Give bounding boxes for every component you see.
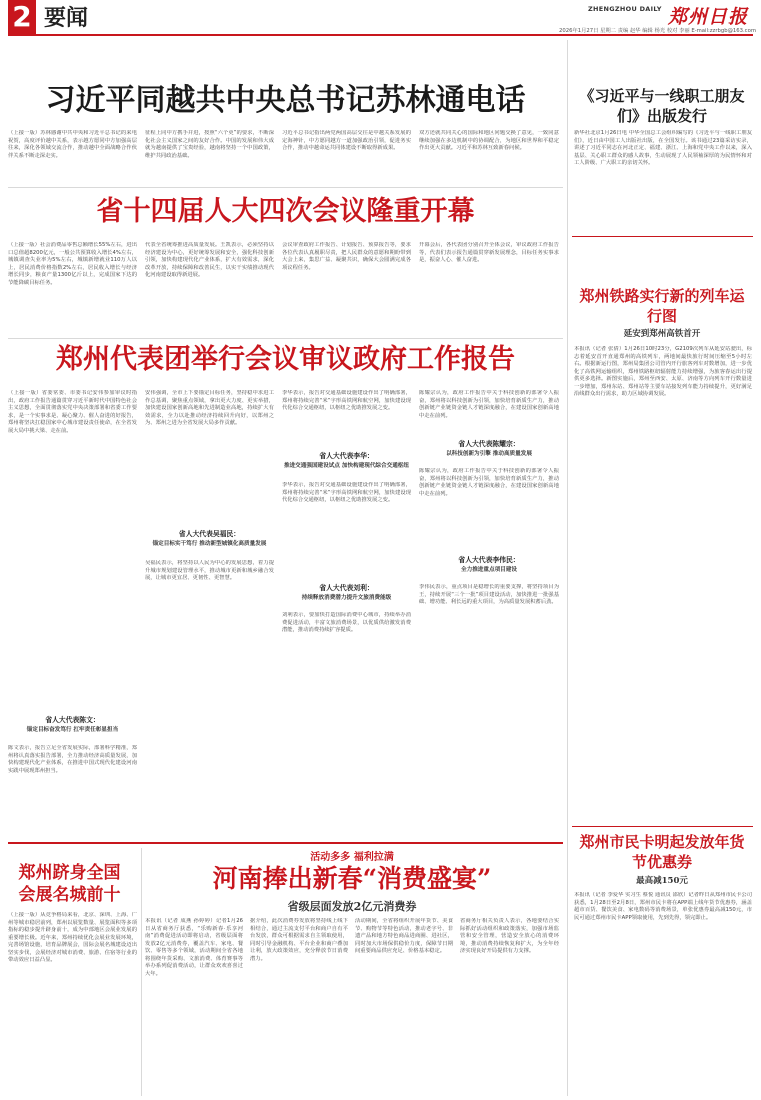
story5-col: 活动期间，全省将组织开展年货节、美食节、购物节等特色活动，推动老字号、非遗产品和地方特色商品进商圈、进社区，同时加大市场保供稳价力度，保障节日期间重要商品供应充足、价格基本稳定。 — [355, 918, 453, 954]
story5-kicker: 活动多多 福利拉满 — [310, 852, 394, 863]
sidebar-subsidy-headline: 郑州市民卡明起发放年货节优惠券 — [579, 833, 745, 871]
sidebar-subsidy-body: 本报讯（记者 李爱华 实习生 蔡悦 通讯员 邵欣）记者昨日从郑州市民卡公司获悉，1月28日至2月8日，郑州市民卡将在APP端上线年货节优惠券，涵盖超市百货、餐饮美食、家电数码等消费场景，单张优惠券最高减150元，市民可通过郑州市民卡APP领取使用，先到先得，领完即止。 — [574, 892, 752, 921]
divider-red — [572, 826, 753, 827]
divider — [8, 187, 563, 188]
subhead-title: 推进交通强国建设试点 加快构建现代综合交通枢纽 — [283, 463, 409, 469]
story3-col: 陈耀宗认为，政府工作报告中关于科技创新的部署令人振奋，郑州将以科技创新为引领，加快培育新质生产力，推动创新链产业链资金链人才链深度融合，在建设国家创新高地中走在前列。 — [419, 468, 559, 497]
story5-headline: 河南捧出新春“消费盛宴” — [212, 864, 492, 893]
subhead-name: 省人大代表刘利： — [319, 584, 374, 592]
story5-subhead: 省级层面发放2亿元消费券 — [287, 900, 417, 913]
story3-col: 李华表示，报告对交通基础设施建设作出了明确部署，郑州将持续完善“米”字形高铁网和航空网，加快建设现代化综合交通枢纽，以枢纽之优助推发展之变。 — [282, 390, 411, 411]
story2-col: 代表全省统筹推进高质量发展。王凯表示，必须坚持以经济建设为中心，更好统筹发展和安全，强化科技创新引领，加快构建现代化产业体系，扩大有效需求，深化改革开放，持续保障和改善民生，以实干实绩推动现代化河南建设取得新进展。 — [145, 242, 274, 278]
story3-col: 李伟民表示，重点项目是稳增长的重要支撑，将坚持项目为王，持续开展“三个一批”项目建设活动，加快推进一批强基础、增功能、利长远的重大项目，为高质量发展积蓄后劲。 — [419, 584, 559, 605]
story3-col: 刘利表示，要加快打造国际消费中心城市，持续举办消费促进活动，丰富文旅消费场景，以优质供给激发消费潜能，推动消费持续扩容提质。 — [282, 612, 411, 633]
sidebar-rail-headline: 郑州铁路实行新的列车运行图 — [579, 287, 745, 325]
story2-headline: 省十四届人大四次会议隆重开幕 — [96, 196, 475, 227]
story2-col: （上接一版）社会消费品零售总额增长55%左右，进出口总值超8200亿元，一般公共预算收入增长4%左右，城镇调查失业率为5%左右，城镇新增就业110万人以上，居民消费价格指数2%左右，居民收入增长与经济增长同步，粮食产量1300亿斤以上，完成国家下达的节能降碳目标任务。 — [8, 242, 137, 286]
section-title: 要闻 — [44, 5, 89, 31]
story5-col: 据介绍，此次消费券发放将坚持线上线下相结合，通过主流支付平台和商户自有平台发放，群众可根据需求自主领取使用，同时引导金融机构、平台企业和商户叠加让利，放大政策效应，充分释放节日消费潜力。 — [250, 918, 348, 962]
sidebar-rail-subhead: 延安到郑州高铁首开 — [623, 329, 701, 339]
story1-col: 征程上同中方携手并进，按照“六个更”的要求，不断深化社会主义国家之间的友好合作。中国的发展和伟大成就为越南提供了宝贵经验，越南将坚持一个中国政策，维护共同政治基础。 — [145, 130, 274, 159]
subhead-name: 省人大代表李华： — [319, 452, 374, 460]
subhead-name: 省人大代表李伟民： — [458, 556, 520, 564]
subhead-title: 以科技创新为引擎 推动高质量发展 — [446, 451, 532, 457]
story3-col: 陈耀宗认为，政府工作报告中关于科技创新的部署令人振奋，郑州将以科技创新为引领，加快培育新质生产力，推动创新链产业链资金链人才链深度融合，在建设国家创新高地中走在前列。 — [419, 390, 559, 419]
story1-col: （上接一版）苏林感谢中共中央和习近平总书记的来电祝贺，高度评价越中关系，表示越方愿同中方加强高层往来，深化各领域交流合作，推动越中全面战略合作伙伴关系不断走深走实。 — [8, 130, 137, 159]
subhead-title: 全力推进重点项目建设 — [461, 567, 517, 573]
story3-headline: 郑州代表团举行会议审议政府工作报告 — [56, 344, 515, 375]
sidebar-rail-body: 本报讯（记者 张倩）1月26日10时23分，G2109次列车从延安站驶出，标志着延安首开直通郑州的高铁列车，两地间最快旅行时间压缩至5小时左右。根据新运行图，郑州局集团公司管内开行旅客列车对数增加，进一步优化了高铁网运输组织，郑州铁路枢纽辐射能力持续增强，为旅客春运出行提供更多选择。新图实施后，郑州至西安、太原、济南等方向列车开行数量进一步增加，郑州东站、郑州站等主要车站接发列车能力持续提升，更好满足沿线群众出行需求，助力区域协调发展。 — [574, 346, 752, 397]
story1-col: 习近平总书记指出两党两国高层交往是中越关系发展的定海神针，中方愿同越方一道加强政治引领，促进务实合作，推动中越命运共同体建设不断取得新成果。 — [282, 130, 411, 151]
story5-col: 本报讯（记者 成燕 孙婷婷）记者1月26日从省商务厅获悉，“乐购新春·乐享河南”消费促进活动即将启动，省级层面将发放2亿元消费券，覆盖汽车、家电、餐饮、零售等多个领域，活动期间全省各地将围绕年货采购、文旅消费、体育赛事等举办系列促消费活动，让群众欢欢喜喜过大年。 — [145, 918, 243, 977]
subhead-name: 省人大代表陈文： — [45, 716, 100, 724]
vertical-divider — [141, 848, 142, 1096]
subhead-name: 省人大代表吴福民： — [178, 530, 241, 538]
dateline: 2026年1月27日 星期二 责编 赵华 编辑 杨光 校对 李丽 E-mail:zzrbgb@163.com — [558, 28, 756, 34]
story3-col: 安伟强调，全市上下要锚定目标任务，坚持稳中求进工作总基调，聚焦重点领域，拿出更大力度、更实举措，加快建设国家创新高地和先进制造业高地，持续扩大有效需求，全力以赴推动经济持续回升向好，以郑州之为、郑州之进为全省发展大局多作贡献。 — [145, 390, 274, 426]
subhead-name: 省人大代表陈耀宗： — [458, 440, 520, 448]
story3-col: （上接一版）省委常委、市委书记安伟参加审议时指出，政府工作报告通篇贯穿习近平新时代中国特色社会主义思想，全面贯彻落实党中央决策部署和省委工作要求，是一个实事求是、凝心聚力、催人奋进的好报告，郑州将坚决扛稳国家中心城市建设责任使命，在全省发展大局中挑大梁、走在前。 — [8, 390, 137, 434]
divider-red — [572, 236, 753, 237]
story3-col: 陈文表示，报告立足全省发展实际，部署科学精准，郑州将认真落实报告部署，全力推动经济高质量发展，加快构建现代化产业体系，在推进中国式现代化建设河南实践中展现郑州担当。 — [8, 745, 137, 774]
story2-col: 开幕会后，各代表团分别召开全体会议，审议政府工作报告等，代表们表示报告通篇贯穿新发展理念，目标任务实事求是，振奋人心、催人奋进。 — [419, 242, 559, 263]
divider-red — [8, 842, 563, 844]
story2-col: 会议审查政府工作报告、计划报告、预算报告等，要求各位代表认真履职尽责，把人民群众的意愿和期盼带到大会上来，集思广益、凝聚共识，确保大会圆满完成各项议程任务。 — [282, 242, 411, 271]
story3-col: 李华表示，报告对交通基础设施建设作出了明确部署，郑州将持续完善“米”字形高铁网和航空网，加快建设现代化综合交通枢纽，以枢纽之优助推发展之变。 — [282, 482, 411, 503]
story1-headline: 习近平同越共中央总书记苏林通电话 — [45, 83, 526, 118]
story4-body: （上接一版）从竞争格局来看，北京、深圳、上海、广州等城市稳居前列，郑州以展览数量、展览面积等多项指标的稳步提升跻身前十，成为中部地区会展业发展的重要增长极。近年来，郑州持续优化会展业发展环境，完善场馆设施，培育品牌展会，国际会展名城建设迈出坚实步伐，会展经济对城市消费、旅游、住宿等行业的带动效应日益凸显。 — [8, 912, 137, 963]
story4-headline: 郑州跻身全国会展名城前十 — [18, 863, 121, 905]
story1-col: 双方还就共同关心的国际和地区问题交换了意见，一致同意继续加强在多边机制中的协调配合，为地区和世界和平稳定作出更大贡献。习近平和苏林互致新春问候。 — [419, 130, 559, 151]
sidebar-book-body: 新华社北京1月26日电 中华全国总工会组织编写的《习近平与一线职工朋友们》，近日由中国工人出版社出版，在全国发行。该书通过23篇采访实录，讲述了习近平同志在河北正定、福建、浙江、上海和党中央工作以来，深入基层、关心职工群众的感人故事，生动展现了人民领袖深厚的为民情怀和对工人阶级、广大职工的亲切关怀。 — [574, 130, 752, 166]
header-rule — [8, 34, 753, 36]
paper-logo: 郑州日报 — [668, 6, 749, 28]
page-number: 2 — [8, 0, 36, 34]
divider — [8, 338, 563, 339]
story5-col: 省商务厅相关负责人表示，各地要结合实际抓好活动组织和政策落实，加强市场监管和安全管理，营造安全放心的消费环境，推动消费持续恢复和扩大，为全年经济实现良好开局提供有力支撑。 — [460, 918, 559, 954]
sidebar-divider — [567, 40, 568, 1096]
subhead-title: 锚定目标奋发笃行 扛牢责任彰显担当 — [26, 727, 119, 733]
story3-col: 吴福民表示，将坚持以人民为中心的发展思想，着力提升城市规划建设管理水平，推动城市更新和城乡融合发展，让城市更宜居、更韧性、更智慧。 — [145, 560, 274, 581]
sidebar-book-headline: 《习近平与一线职工朋友们》出版发行 — [579, 87, 745, 125]
paper-name-en: ZHENGZHOU DAILY — [588, 5, 662, 13]
subhead-title: 持续释放消费潜力提升文旅消费能级 — [301, 595, 392, 601]
subhead-title: 锚定目标实干笃行 推动新型城镇化高质量发展 — [152, 541, 267, 547]
sidebar-subsidy-subhead: 最高减150元 — [636, 876, 688, 886]
